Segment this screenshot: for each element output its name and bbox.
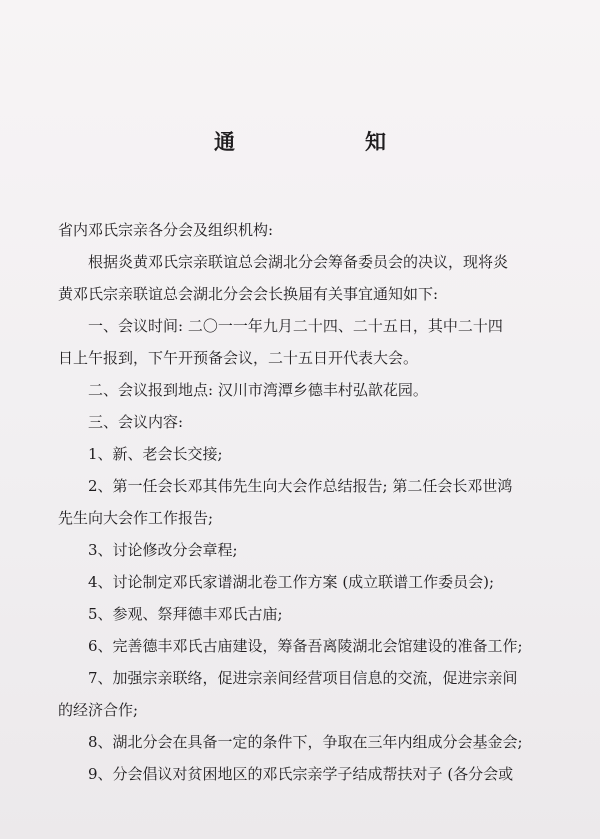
title-char-1: 通: [214, 129, 235, 154]
paragraph-line-14: 7、加强宗亲联络，促进宗亲间经营项目信息的交流，促进宗亲间: [88, 669, 518, 687]
paragraph-line-15: 的经济合作;: [58, 701, 139, 719]
recipient-line: 省内邓氏宗亲各分会及组织机构:: [58, 221, 274, 239]
title-char-2: 知: [365, 129, 386, 154]
paragraph-line-16: 8、湖北分会在具备一定的条件下，争取在三年内组成分会基金会;: [88, 733, 523, 751]
paragraph-line-2: 黄邓氏宗亲联谊总会湖北分会会长换届有关事宜通知如下:: [58, 285, 439, 303]
paragraph-line-3: 一、会议时间: 二〇一一年九月二十四、二十五日，其中二十四: [88, 317, 503, 335]
paragraph-line-8: 2、第一任会长邓其伟先生向大会作总结报告; 第二任会长邓世鸿: [88, 477, 513, 495]
notice-title: [0, 126, 600, 156]
paragraph-line-5: 二、会议报到地点: 汉川市湾潭乡德丰村弘歆花园。: [88, 381, 428, 399]
paragraph-line-17: 9、分会倡议对贫困地区的邓氏宗亲学子结成帮扶对子 (各分会或: [88, 765, 514, 783]
paragraph-line-1: 根据炎黄邓氏宗亲联谊总会湖北分会筹备委员会的决议，现将炎: [88, 253, 509, 271]
paragraph-line-10: 3、讨论修改分会章程;: [88, 541, 238, 559]
notice-body: [58, 214, 528, 790]
paragraph-line-9: 先生向大会作工作报告;: [58, 509, 214, 527]
paragraph-line-11: 4、讨论制定邓氏家谱湖北卷工作方案 (成立联谱工作委员会);: [88, 573, 495, 591]
paragraph-line-12: 5、参观、祭拜德丰邓氏古庙;: [88, 605, 283, 623]
paragraph-line-6: 三、会议内容:: [88, 413, 184, 431]
paragraph-line-13: 6、完善德丰邓氏古庙建设，筹备吾离陵湖北会馆建设的准备工作;: [88, 637, 523, 655]
paragraph-line-4: 日上午报到，下午开预备会议，二十五日开代表大会。: [58, 349, 419, 367]
paragraph-line-7: 1、新、老会长交接;: [88, 445, 223, 463]
